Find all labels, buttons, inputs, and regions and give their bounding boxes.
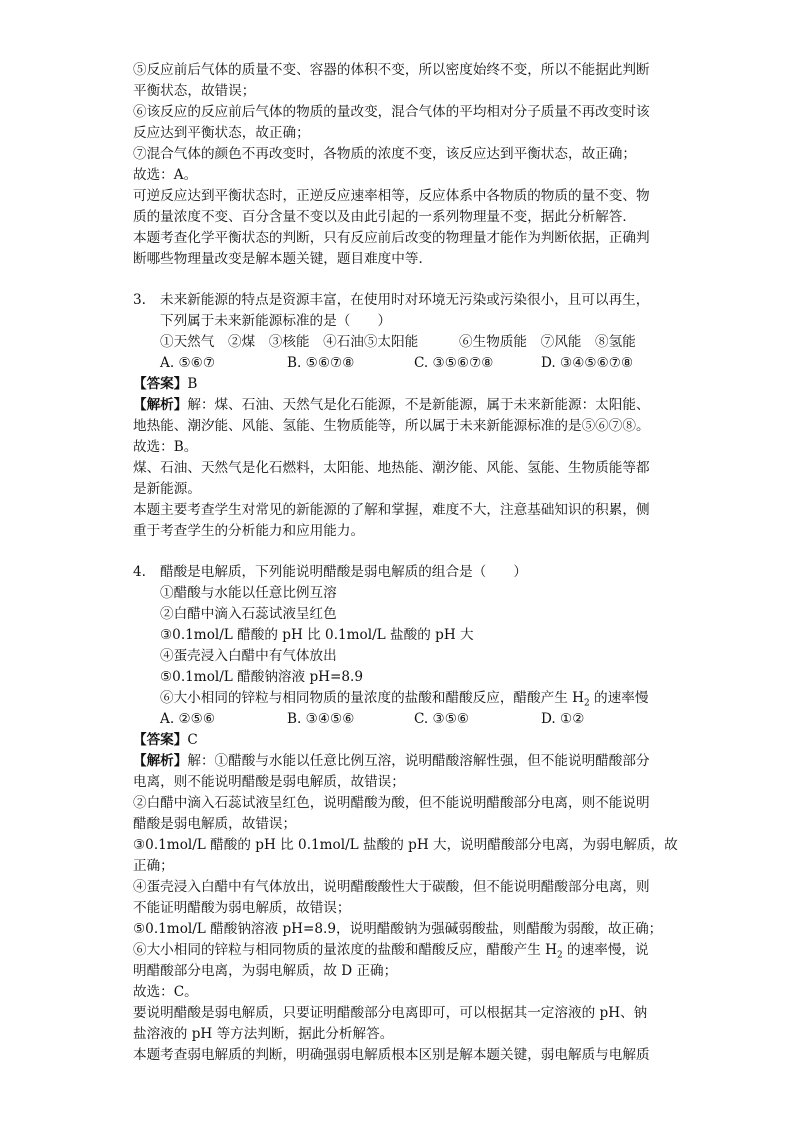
answer-line: [133, 374, 669, 395]
analysis-text: 的速率慢，说: [562, 942, 649, 958]
analysis-line: 不能证明醋酸为弱电解质，故错误；: [133, 900, 351, 916]
analysis-line: 盐溶液的 pH 等方法判断，据此分析解答。: [133, 1026, 394, 1042]
analysis-line: 明醋酸部分电离，为弱电解质，故 D 正确；: [133, 963, 398, 979]
answer-tag: 【答案】: [133, 732, 188, 748]
answer-options: [160, 709, 696, 730]
question-item: ①醋酸与水能以任意比例互溶: [160, 585, 337, 601]
item-text: 的速率慢: [589, 690, 649, 706]
question-item: ②白醋中滴入石蕊试液呈红色: [160, 606, 337, 622]
analysis-line: 煤、石油、天然气是化石燃料，太阳能、地热能、潮汐能、风能、氢能、生物质能等都: [133, 460, 650, 476]
q2-explanation-line: 故选：A。: [133, 167, 198, 183]
question-number: 4.: [133, 564, 146, 580]
analysis-text: 解：煤、石油、天然气是化石能源，不是新能源，属于未来新能源：太阳能、: [187, 397, 650, 413]
option-c: C. ③⑤⑥: [414, 711, 470, 727]
option-d: D. ①②: [541, 711, 585, 727]
analysis-line: ②白醋中滴入石蕊试液呈红色，说明醋酸为酸，但不能说明醋酸部分电离，则不能说明: [133, 795, 650, 811]
analysis-line: 本题考查弱电解质的判断，明确强弱电解质根本区别是解本题关键，弱电解质与电解质: [133, 1047, 650, 1063]
q2-explanation-line: 可逆反应达到平衡状态时，正逆反应速率相等，反应体系中各物质的物质的量不变、物: [133, 188, 650, 204]
item-text: ⑥大小相同的锌粒与相同物质的量浓度的盐酸和醋酸反应，醋酸产生 H: [160, 690, 584, 706]
analysis-tag: 【解析】: [133, 753, 188, 769]
question-stem: 未来新能源的特点是资源丰富，在使用时对环境无污染或污染很小，且可以再生，: [160, 292, 650, 308]
question-items: ①天然气 ②煤 ③核能 ④石油⑤太阳能 ⑥生物质能 ⑦风能 ⑧氢能: [160, 334, 636, 350]
option-b: B. ③④⑤⑥: [287, 711, 355, 727]
q2-explanation-line: 质的量浓度不变、百分含量不变以及由此引起的一系列物理量不变，据此分析解答．: [133, 209, 636, 225]
option-a: A. ⑤⑥⑦: [160, 355, 216, 371]
question-item: ⑤0.1mol/L 醋酸钠溶液 pH=8.9: [160, 669, 364, 685]
q2-explanation-line: ⑤反应前后气体的质量不变、容器的体积不变，所以密度始终不变，所以不能据此判断: [133, 62, 650, 78]
question-stem: 醋酸是电解质，下列能说明醋酸是弱电解质的组合是（ ）: [160, 564, 528, 580]
question-number: 3.: [133, 292, 146, 308]
option-d: D. ③④⑤⑥⑦⑧: [541, 355, 634, 371]
analysis-text: 解：①醋酸与水能以任意比例互溶，说明醋酸溶解性强，但不能说明醋酸部分: [187, 753, 650, 769]
q2-explanation-line: ⑦混合气体的颜色不再改变时，各物质的浓度不变，该反应达到平衡状态，故正确；: [133, 146, 636, 162]
analysis-line: [133, 751, 669, 772]
q2-explanation-line: 平衡状态，故错误；: [133, 83, 256, 99]
q2-explanation-line: 反应达到平衡状态，故正确；: [133, 125, 310, 141]
option-a: A. ②⑤⑥: [160, 711, 216, 727]
question-item: ③0.1mol/L 醋酸的 pH 比 0.1mol/L 盐酸的 pH 大: [160, 627, 474, 643]
q2-explanation-line: 本题考查化学平衡状态的判断，只有反应前后改变的物理量才能作为判断依据，正确判: [133, 230, 650, 246]
q2-explanation-line: 断哪些物理量改变是解本题关键，题目难度中等．: [133, 251, 433, 267]
analysis-line: ⑤0.1mol/L 醋酸钠溶液 pH=8.9，说明醋酸钠为强碱弱酸盐，则醋酸为弱酸，故正确；: [133, 921, 663, 937]
question-stem: 下列属于未来新能源标准的是（ ）: [160, 313, 392, 329]
answer-tag: 【答案】: [133, 376, 188, 392]
subscript: 2: [584, 698, 590, 709]
analysis-line: 正确；: [133, 858, 174, 874]
question-item: ④蛋壳浸入白醋中有气体放出: [160, 648, 337, 664]
analysis-line: [133, 395, 669, 416]
answer-options: [160, 353, 696, 374]
analysis-line: 本题主要考查学生对常见的新能源的了解和掌握，难度不大，注意基础知识的积累，侧: [133, 502, 650, 518]
analysis-line: [133, 940, 669, 961]
subscript: 2: [557, 950, 563, 961]
answer-value: C: [187, 732, 198, 748]
answer-value: B: [187, 376, 198, 392]
analysis-line: 电离，则不能说明醋酸是弱电解质，故错误；: [133, 774, 405, 790]
analysis-tag: 【解析】: [133, 397, 188, 413]
analysis-line: 是新能源。: [133, 481, 201, 497]
analysis-line: 故选：B。: [133, 439, 198, 455]
analysis-line: 重于考查学生的分析能力和应用能力。: [133, 523, 365, 539]
analysis-text: ⑥大小相同的锌粒与相同物质的量浓度的盐酸和醋酸反应，醋酸产生 H: [133, 942, 557, 958]
analysis-line: 醋酸是弱电解质，故错误；: [133, 816, 297, 832]
question-item: [160, 688, 696, 709]
analysis-line: 故选：C。: [133, 984, 198, 1000]
q2-explanation-line: ⑥该反应的反应前后气体的物质的量改变，混合气体的平均相对分子质量不再改变时该: [133, 104, 650, 120]
analysis-line: ③0.1mol/L 醋酸的 pH 比 0.1mol/L 盐酸的 pH 大，说明醋酸部分电离，为弱电解质，故: [133, 837, 678, 853]
analysis-line: ④蛋壳浸入白醋中有气体放出，说明醋酸酸性大于碳酸，但不能说明醋酸部分电离，则: [133, 879, 650, 895]
analysis-line: 地热能、潮汐能、风能、氢能、生物质能等，所以属于未来新能源标准的是⑤⑥⑦⑧。: [133, 418, 650, 434]
option-b: B. ⑤⑥⑦⑧: [287, 355, 355, 371]
answer-line: [133, 730, 669, 751]
analysis-line: 要说明醋酸是弱电解质，只要证明醋酸部分电离即可，可以根据其一定溶液的 pH、钠: [133, 1005, 648, 1021]
option-c: C. ③⑤⑥⑦⑧: [414, 355, 494, 371]
